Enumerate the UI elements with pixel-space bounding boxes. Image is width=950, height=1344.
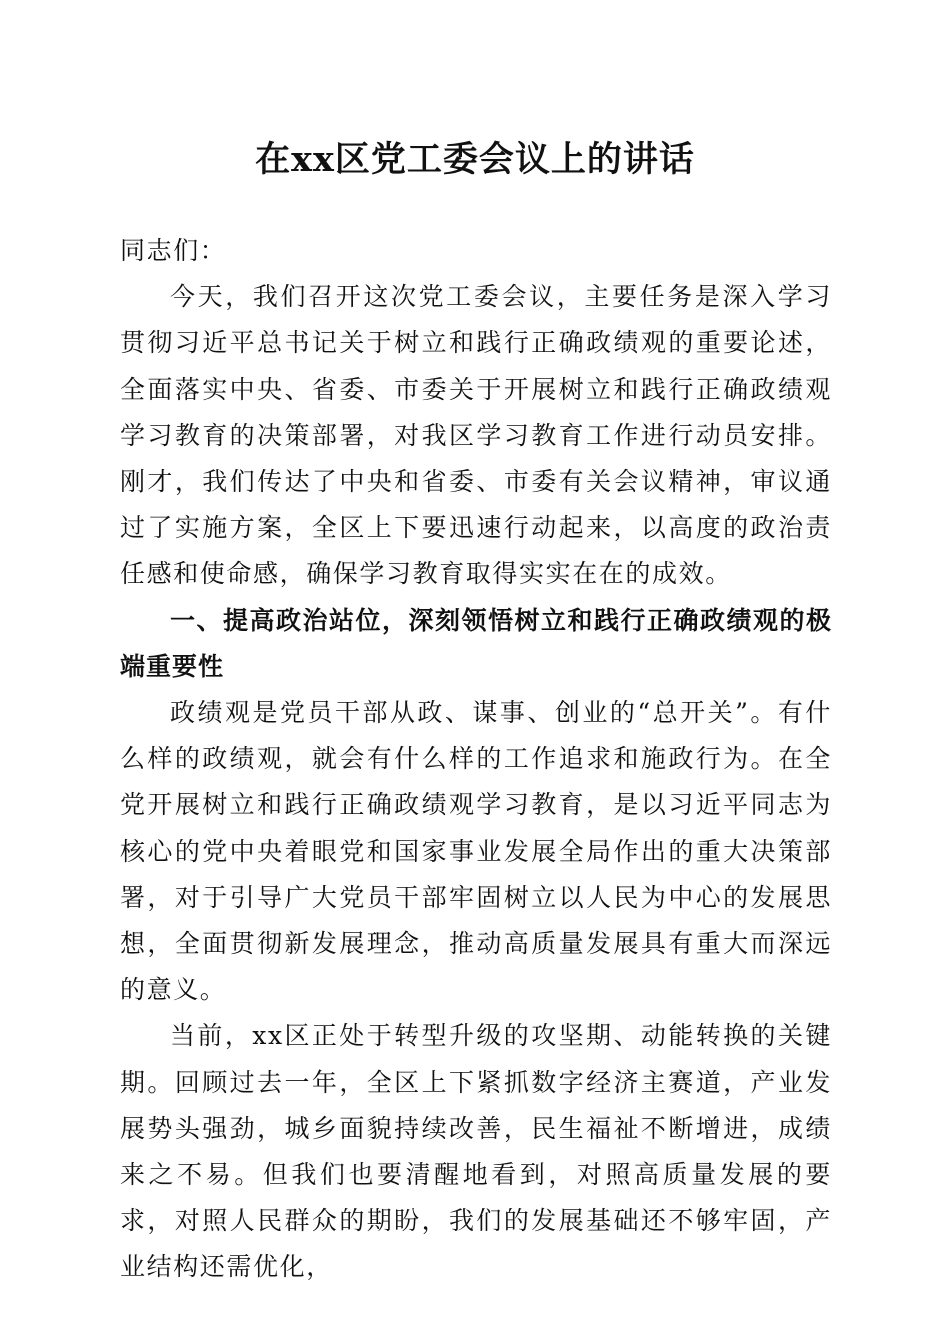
document-title: 在xx区党工委会议上的讲话 — [255, 139, 695, 180]
salutation: 同志们： — [120, 236, 227, 265]
section-heading-1: 一、提高政治站位，深刻领悟树立和践行正确政绩观的极端重要性 — [120, 605, 832, 681]
paragraph-political-stance: 政绩观是党员干部从政、谋事、创业的“总开关”。有什么样的政绩观，就会有什么样的工作追求和施政行为。在全党开展树立和践行正确政绩观学习教育，是以习近平同志为核心的党中央着眼党和国家事业发展全局作出的重大决策部署，对于引导广大党员干部牢固树立以人民为中心的发展思想，全面贯彻新发展理念，推动高质量发展具有重大而深远的意义。 — [120, 698, 832, 1005]
document-body — [120, 228, 832, 1291]
paragraph-current-situation: 当前，xx区正处于转型升级的攻坚期、动能转换的关键期。回顾过去一年，全区上下紧抓数字经济主赛道，产业发展势头强劲，城乡面貌持续改善，民生福祉不断增进，成绩来之不易。但我们也要清醒地看到，对照高质量发展的要求，对照人民群众的期盼，我们的发展基础还不够牢固，产业结构还需优化， — [120, 1021, 832, 1282]
paragraph-intro: 今天，我们召开这次党工委会议，主要任务是深入学习贯彻习近平总书记关于树立和践行正确政绩观的重要论述，全面落实中央、省委、市委关于开展树立和践行正确政绩观学习教育的决策部署，对我区学习教育工作进行动员安排。刚才，我们传达了中央和省委、市委有关会议精神，审议通过了实施方案，全区上下要迅速行动起来，以高度的政治责任感和使命感，确保学习教育取得实实在在的成效。 — [120, 282, 832, 589]
